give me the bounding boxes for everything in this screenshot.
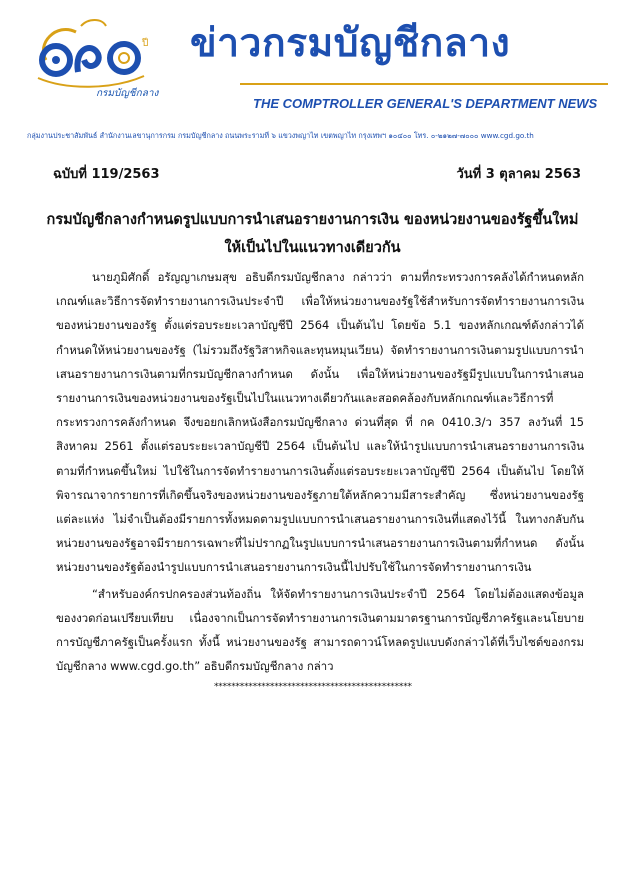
issue-number: ฉบับที่ 119/2563 [53, 167, 160, 182]
logo-superscript: ปี [142, 38, 149, 49]
closing-stars: ********************************************** [214, 682, 412, 692]
logo-caption: กรมบัญชีกลาง [96, 88, 159, 99]
headline-line-2: ให้เป็นไปในแนวทางเดียวกัน [224, 240, 401, 256]
body-paragraph-2: “สำหรับองค์กรปกครองส่วนท้องถิ่น ให้จัดทำรายงานการเงินประจำปี 2564 โดยไม่ต้องแสดงข้อมูลของงวดก่อนเปรียบเทียบ เนื่องจากเป็นการจัดทำรายงานการเงินตามมาตรฐานการบัญชีภาครัฐและนโยบายการบัญชีภาครัฐเป็นครั้งแรก ทั้งนี้ หน่วยงานของรัฐ สามารถดาวน์โหลดรูปแบบดังกล่าวได้ที่เว็บไซต์ของกรมบัญชีกลาง www.cgd.go.th” อธิบดีกรมบัญชีกลาง กล่าว [56, 586, 584, 674]
masthead-title: ข่าวกรมบัญชีกลาง [190, 21, 511, 66]
issue-date: วันที่ 3 ตุลาคม 2563 [456, 167, 581, 182]
masthead-subtitle: THE COMPTROLLER GENERAL'S DEPARTMENT NEWS [253, 96, 598, 111]
article-body [56, 265, 584, 678]
headline-line-1: กรมบัญชีกลางกำหนดรูปแบบการนำเสนอรายงานการเงิน ของหน่วยงานของรัฐขึ้นใหม่ [46, 212, 579, 228]
body-paragraph-1: นายภูมิศักดิ์ อรัญญาเกษมสุข อธิบดีกรมบัญชีกลาง กล่าวว่า ตามที่กระทรวงการคลังได้กำหนดหลักเกณฑ์และวิธีการจัดทำรายงานการเงินประจำปี เพื่อให้หน่วยงานของรัฐใช้สำหรับการจัดทำรายงานการเงินของหน่วยงานของรัฐ ตั้งแต่รอบระยะเวลาบัญชีปี 2564 เป็นต้นไป โดยข้อ 5.1 ของหลักเกณฑ์ดังกล่าวได้กำหนดให้หน่วยงานของรัฐ (ไม่รวมถึงรัฐวิสาหกิจและทุนหมุนเวียน) จัดทำรายงานการเงินตามรูปแบบการนำเสนอรายงานการเงินตามที่กรมบัญชีกลางกำหนด ดังนั้น เพื่อให้หน่วยงานของรัฐมีรูปแบบในการนำเสนอรายงานการเงินของหน่วยงานของรัฐเป็นไปในแนวทางเดียวกันและสอดคล้องกับหลักเกณฑ์และวิธีการที่กระทรวงการคลังกำหนด จึงขอยกเลิกหนังสือกรมบัญชีกลาง ด่วนที่สุด ที่ กค 0410.3/ว 357 ลงวันที่ 15 สิงหาคม 2561 ตั้งแต่รอบระยะเวลาบัญชีปี 2564 เป็นต้นไป และให้นำรูปแบบการนำเสนอรายงานการเงินตามที่กำหนดขึ้นใหม่ ไปใช้ในการจัดทำรายงานการเงินตั้งแต่รอบระยะเวลาบัญชีปี 2564 เป็นต้นไป โดยให้พิจารณาจากรายการที่เกิดขึ้นจริงของหน่วยงานของรัฐภายใต้หลักความมีสาระสำคัญ ซึ่งหน่วยงานของรัฐแต่ละแห่ง ไม่จำเป็นต้องมีรายการทั้งหมดตามรูปแบบการนำเสนอรายงานการเงินที่แสดงไว้นี้ ในทางกลับกัน หน่วยงานของรัฐอาจมีรายการเฉพาะที่ไม่ปรากฏในรูปแบบการนำเสนอรายงานการเงินตามที่กำหนด ดังนั้น หน่วยงานของรัฐต้องนำรูปแบบการนำเสนอรายงานการเงินนี้ไปปรับใช้ในการจัดทำรายงานการเงิน [56, 270, 584, 575]
anniversary-logo [26, 14, 159, 102]
logo-emblem [26, 14, 156, 94]
headline [40, 206, 585, 262]
address-line: กลุ่มงานประชาสัมพันธ์ สำนักงานเลขานุการกรม กรมบัญชีกลาง ถนนพระรามที่ ๖ แขวงพญาไท เขตพญาไท กรุงเทพฯ ๑๐๔๐๐ โทร. ๐-๒๑๒๗-๗๐๐๐ www.cgd.go.th [27, 131, 534, 140]
masthead-divider [240, 83, 608, 85]
